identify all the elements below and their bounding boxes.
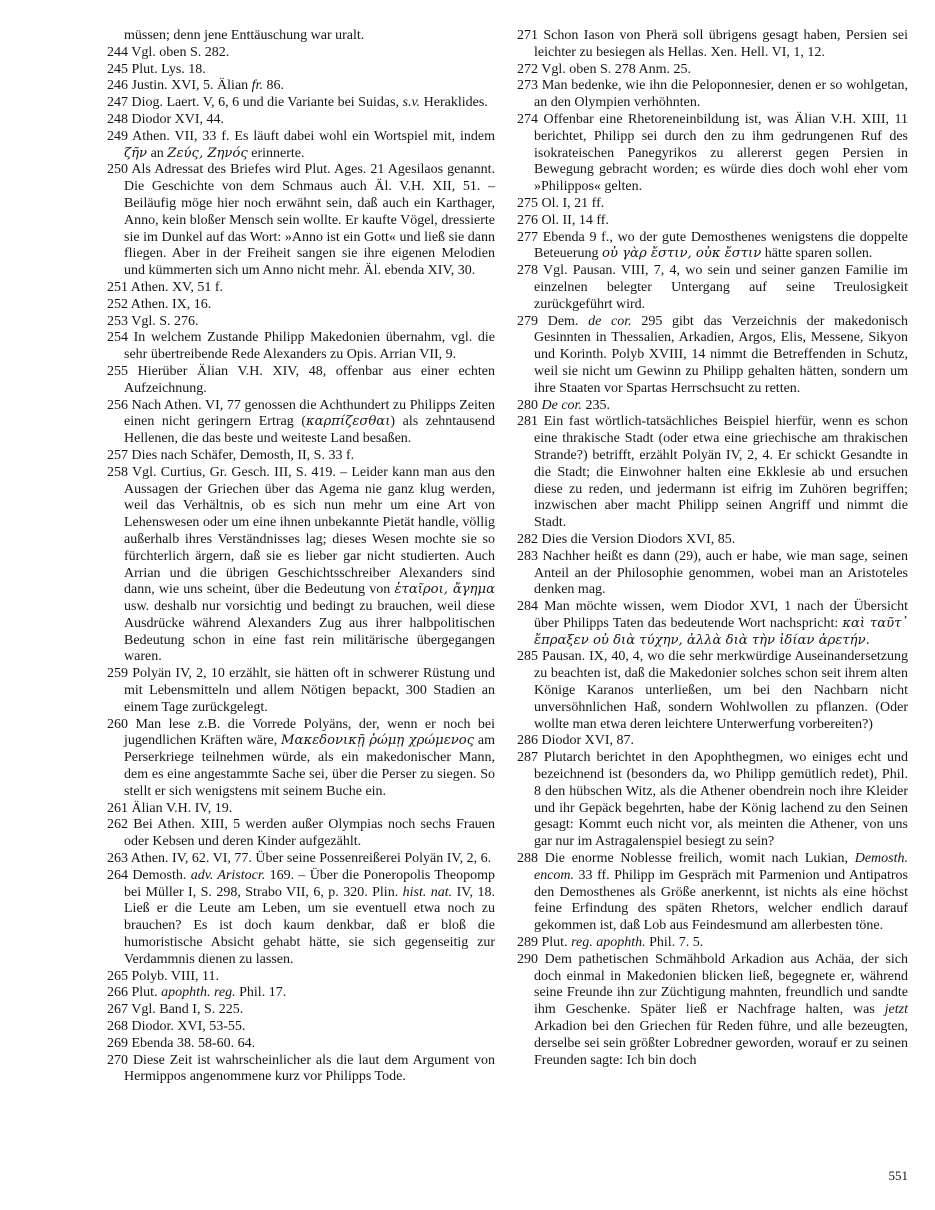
footnote-italic-text: hist. nat.	[402, 884, 453, 900]
footnote-text: Die enorme Noblesse freilich, womit nach Lukian,	[544, 851, 855, 867]
footnote-number: 249	[107, 128, 133, 144]
footnote-number: 259	[107, 666, 133, 682]
footnote-text: 33 ff. Philipp im Gespräch mit Parmenion und Antipatros den Demosthenes als Größe anerkennt, ist nichts als eine höchst feine Erfindung des späten Rhetors, welcher endlich darauf gekommen ist, daß Lob aus Feindesmund am allerbesten töne.	[534, 867, 908, 934]
footnote-text: Schon Iason von Pherä soll übrigens gesagt haben, Persien sei leichter zu besiegen als Hellas. Xen. Hell. VI, 1, 12.	[534, 28, 908, 60]
footnote	[107, 1053, 495, 1087]
footnote-text: Vgl. Curtius, Gr. Gesch. III, S. 419. – Leider kann man aus den Aussagen der Griechen über das Agema nie ganz klug werden, weil das Verhältnis, ob es sich nun mehr um eine Art von Lehenswesen oder um eine ihnen unbekannte Pietät handle, völlig außerhalb ihres Verständnisses lag; dieses Wesen mochte sie so fürchterlich ärgern, daß sie es lieber gar nicht studierten. Auch Arrian und die übrigen Geschichtsschreiber Alexanders sind dann, wie uns scheint, über die Bedeutung von	[124, 464, 495, 598]
footnote-text: Dem pathetischen Schmähbold Arkadion aus Achäa, der sich doch einmal in Makedonien blicken ließ, begegnete er, während seine Freunde ihn zur Züchtigung mahnten, freundlich und sandte ihm Geschenke. Später ließ er Nachfrage halten, was	[534, 951, 909, 1018]
footnote-text: 235.	[581, 397, 610, 413]
footnote	[107, 297, 495, 314]
footnote-number: 266	[107, 985, 132, 1001]
footnote	[517, 549, 908, 599]
footnote	[517, 599, 908, 649]
footnote-number: 247	[107, 95, 132, 111]
footnote-italic-text: jetzt	[884, 1002, 908, 1018]
footnote-text: Plutarch berichtet in den Apophthegmen, wo einiges echt und bezeichnend ist (besonders da, wo Philipp gemütlich redet), Phil. 8 den hübschen Witz, als die Athener obendrein noch ihre Kleider und ihr Gepäck begehrten, habe der König lachend zu den Seinen gesagt: Kommt euch nicht vor, als meinten die Athener, von uns gar nur im Astragalenspiel besiegt zu sein?	[534, 750, 909, 850]
footnote-text: Diese Zeit ist wahrscheinlicher als die laut dem Argument von Hermippos angenommene kurz vor Philipps Tode.	[124, 1052, 496, 1085]
footnote	[107, 78, 495, 95]
footnote-text: usw. deshalb nur vorsichtig und bedingt zu brauchen, weil diese Ausdrücke während Alexanders Zug aus ihrer halbpolitischen Bedeutung schon in eine fast rein militärische übergegangen waren.	[124, 599, 495, 665]
footnote-text: Athen. IX, 16.	[130, 296, 212, 312]
page-number: 551	[888, 1168, 908, 1183]
footnote-greek-text: καὶ ταῦτ᾽ ἔπραξεν οὐ διὰ τύχην, ἀλλὰ διὰ τὴν ἰδίαν ἀρετήν.	[534, 615, 909, 648]
footnote	[107, 817, 495, 851]
footnote-number: 275	[517, 195, 542, 211]
footnote-number: 248	[107, 111, 132, 127]
footnote	[107, 1036, 495, 1053]
footnotes-column-right	[517, 28, 908, 1069]
footnote-text: Justin. XVI, 5. Älian	[131, 78, 252, 94]
footnote-text: Vgl. S. 276.	[131, 313, 199, 329]
footnote-italic-text: de cor.	[588, 313, 632, 329]
footnote-number: 258	[107, 464, 132, 480]
footnote-text: Athen. IV, 62. VI, 77. Über seine Possenreißerei Polyän IV, 2, 6.	[130, 851, 492, 867]
footnote-text: Offenbar eine Rhetoreneinbildung ist, was Älian V.H. XIII, 11 berichtet, Philipp sei durch den zu ihm gedrungenen Ruf des isokrateischen Panegyrikos zu allererst gegen Persien in Bewegung gebracht worden; es würde dies doch wohl eher vom »Philippos« gelten.	[534, 111, 908, 195]
footnote-greek-text: Ζεύς, Ζηνός	[167, 145, 248, 161]
footnote-number: 261	[107, 800, 132, 816]
footnote-text: Dies nach Schäfer, Demosth, II, S. 33 f.	[131, 447, 355, 463]
footnote-number: 265	[107, 968, 132, 984]
footnote	[107, 398, 495, 448]
footnote-text: Vgl. Band I, S. 225.	[131, 1002, 244, 1018]
footnote-text: In welchem Zustande Philipp Makedonien übernahm, vgl. die sehr übertreibende Rede Alexanders zu Opis. Arrian VII, 9.	[124, 330, 496, 363]
footnote-text: Phil. 7. 5.	[645, 935, 704, 951]
footnote	[517, 733, 908, 750]
footnote	[517, 649, 908, 733]
footnote	[107, 969, 495, 986]
footnote	[517, 532, 908, 549]
footnotes-column-left	[107, 28, 495, 1086]
footnote-number: 260	[107, 716, 136, 732]
footnote	[517, 398, 908, 415]
footnote-number: 290	[517, 951, 545, 967]
footnote-number: 244	[107, 44, 132, 60]
footnote-number: 282	[517, 531, 542, 547]
footnote-number: 257	[107, 447, 132, 463]
footnote-greek-text: καρπίζεσθαι	[306, 414, 391, 430]
footnote-italic-text: adv. Aristocr.	[190, 867, 266, 883]
footnote	[107, 112, 495, 129]
footnote-italic-text: s.v.	[402, 95, 421, 111]
footnote-number: 278	[517, 263, 543, 279]
footnote-number: 276	[517, 212, 542, 228]
footnote-number: 270	[107, 1052, 133, 1068]
footnote-number: 267	[107, 1002, 132, 1018]
footnote	[107, 1002, 495, 1019]
footnote-text: Polyb. VIII, 11.	[131, 968, 219, 984]
footnote	[517, 112, 908, 196]
footnote	[107, 62, 495, 79]
footnote-number: 274	[517, 111, 544, 127]
footnote	[107, 314, 495, 331]
footnote	[517, 952, 908, 1070]
footnote-text: erinnerte.	[247, 145, 305, 161]
footnote-text: Nach Athen. VI, 77 genossen die Achthundert zu Philipps Zeiten einen nicht geringern Ertrag (	[124, 397, 496, 430]
footnote	[517, 414, 908, 532]
footnote-text: Man bedenke, wie ihn die Peloponnesier, denen er so wohlgetan, an den Olympien verhöhnten.	[534, 78, 909, 111]
footnote-text: Ebenda 38. 58-60. 64.	[131, 1035, 256, 1051]
footnote-number: 284	[517, 599, 545, 615]
footnote-number: 281	[517, 414, 544, 430]
footnote-text: müssen; denn jene Enttäuschung war uralt.	[124, 28, 365, 43]
footnote-number: 252	[107, 296, 131, 312]
footnote	[517, 196, 908, 213]
footnote	[107, 868, 495, 969]
footnote-number: 264	[107, 867, 133, 883]
footnote	[107, 448, 495, 465]
footnote	[517, 28, 908, 62]
footnote-text: IV, 18. Ließ er die Leute am Leben, um sie eventuell etwa noch zu brauchen? Es ist doch kaum denkbar, daß er bloß die humoristische Absicht gehabt hätte, sie sich gegenseitig zur Verdammnis dienen zu lassen.	[124, 884, 495, 967]
footnote-italic-text: reg. apophth.	[571, 935, 646, 951]
footnote-italic-text: De cor.	[541, 397, 582, 413]
footnote-text: Vgl. oben S. 282.	[131, 44, 230, 60]
footnote	[107, 45, 495, 62]
footnote-text: Vgl. Pausan. VIII, 7, 4, wo sein und seiner ganzen Familie im einzelnen belegter Untergang auf seine Treulosigkeit zurückgeführt wird.	[534, 263, 908, 312]
footnote-number: 263	[107, 851, 131, 867]
footnote	[107, 1019, 495, 1036]
footnote-italic-text: fr.	[251, 78, 263, 94]
footnote-greek-text: οὐ γὰρ ἔστιν, οὐκ ἔστιν	[602, 246, 762, 262]
footnote-text: Diodor. XVI, 53-55.	[131, 1019, 246, 1035]
footnote	[517, 935, 908, 952]
footnote	[107, 851, 495, 868]
footnote-text: Ein fast wörtlich-tatsächliches Beispiel hierfür, wenn es schon eine thrakische Stadt (oder etwa eine griechische am thrakischen Strande?) betrifft, erzählt Polyän IV, 2, 4. Er schickt Gesandte in die Stadt; die Einwohner halten eine Ekklesie ab und ersuchen diese zu reden, und jedermann ist eifrig im Zuhören begriffen; inzwischen aber macht Philipp seinen Angriff und nimmt die Stadt.	[534, 414, 909, 531]
footnote-text: Man lese z.B. die Vorrede Polyäns, der, wenn er noch bei jugendlichen Kräften wäre,	[124, 716, 496, 749]
footnote	[517, 750, 908, 851]
footnote-text: Arkadion bei den Griechen für Reden führe, und alle bezeugten, derselbe sei sein größter Lobredner geworden, worauf er zu seinen Freunden sagte: Ich bin doch	[534, 1019, 908, 1068]
footnote-text: Heraklides.	[420, 95, 488, 111]
footnote-text: 295 gibt das Verzeichnis der makedonisch Gesinnten in Thessalien, Arkadien, Argos, Elis, Messene, Sikyon und Korinth. Polyb XVIII, 14 nimmt die Betreffenden in Schutz, weil sie nicht um Gewinn zu Philipp gehalten hätten, sondern um ihre Staaten vor Spartas Herrschsucht zu retten.	[534, 313, 908, 396]
footnote-text: Älian V.H. IV, 19.	[131, 800, 233, 816]
footnote	[107, 465, 495, 667]
footnote	[107, 717, 495, 801]
footnote-text: Hierüber Älian V.H. XIV, 48, offenbar aus einer echten Aufzeichnung.	[124, 363, 496, 396]
footnote-text: Vgl. oben S. 278 Anm. 25.	[541, 61, 691, 77]
footnote-text: Dies die Version Diodors XVI, 85.	[541, 531, 736, 547]
footnote-number: 286	[517, 733, 542, 749]
footnote-text: Ol. II, 14 ff.	[541, 212, 609, 228]
footnote	[107, 801, 495, 818]
footnote-text: Dem.	[547, 313, 589, 329]
footnote-greek-text: ζῆν	[124, 145, 148, 161]
footnote-text: Plut.	[131, 985, 162, 1001]
footnote	[517, 62, 908, 79]
footnote-number: 283	[517, 548, 543, 564]
footnote-text: Bei Athen. XIII, 5 werden außer Olympias noch sechs Frauen oder Kebsen und deren Kinder aufgezählt.	[124, 817, 496, 850]
footnote-text: Athen. XV, 51 f.	[130, 279, 224, 295]
footnote-text: Polyän IV, 2, 10 erzählt, sie hätten oft in schwerer Rüstung und mit Lebensmitteln und allem Nötigen bepackt, 300 Stadien an einem Tage zurückgelegt.	[124, 666, 495, 715]
footnote	[107, 28, 495, 45]
footnote-number: 277	[517, 229, 543, 245]
footnote-text: Plut.	[541, 935, 572, 951]
footnote-number: 268	[107, 1019, 132, 1035]
footnote-number: 251	[107, 279, 131, 295]
footnote-number: 269	[107, 1035, 132, 1051]
footnote-number: 285	[517, 649, 542, 665]
footnote	[107, 364, 495, 398]
footnote-number: 280	[517, 397, 542, 413]
footnote-text: an	[147, 145, 168, 161]
footnote-text: Athen. VII, 33 f. Es läuft dabei wohl ein Wortspiel mit, indem	[132, 128, 495, 144]
footnote-text: Als Adressat des Briefes wird Plut. Ages. 21 Agesilaos genannt. Die Geschichte von dem Schmaus auch Äl. V.H. XII, 51. – Beiläufig möge hier noch erwähnt sein, daß auch ein Karthager, Anno, kein bloßer Mensch sein wollte. Er kaufte Vögel, dressierte sie im Dunkel auf das Wort: »Anno ist ein Gott« und ließ sie dann fliegen. Aber in der Freiheit sangen sie ihre eigenen Melodien und kümmerten sich um Anno nicht mehr. Äl. ebenda XIV, 30.	[124, 162, 495, 279]
footnote	[517, 851, 908, 935]
footnote-text: Nachher heißt es dann (29), auch er habe, wie man sage, seinen Anteil an der Philosophie genommen, wobei man an Aristoteles denken mag.	[534, 548, 908, 598]
footnote	[107, 162, 495, 280]
footnote-text: am Perserkriege teilnehmen würde, als ein makedonischer Mann, dem es eine angestammte Sache sei, über die Perser zu siegen. So stellt er sich wenigstens mit seinem Buche ein.	[124, 733, 495, 799]
footnote-text: Man möchte wissen, wem Diodor XVI, 1 nach der Übersicht über Philipps Taten das bedeutende Wort nachspricht:	[534, 599, 908, 631]
footnote-number: 288	[517, 851, 545, 867]
footnote-text: Pausan. IX, 40, 4, wo die sehr merkwürdige Auseinandersetzung zu beachten ist, daß die Makedonier solches schon seit ihrem alten Könige Karanos unterließen, um bei den Nachbarn nicht unversöhnlichen Haß, sondern Wohlwollen zu pflanzen. (Oder wollte man etwa deren leichtere Unterwerfung vorbereiten?)	[534, 649, 909, 732]
footnote-number: 271	[517, 28, 544, 43]
footnote-italic-text: Demosth. encom.	[534, 851, 908, 883]
footnote-number: 279	[517, 313, 548, 329]
footnote-number: 262	[107, 817, 134, 833]
footnote	[517, 213, 908, 230]
footnote-text: 169. – Über die Poneropolis Theopomp bei Müller I, S. 298, Strabo VII, 6, p. 320. Plin.	[124, 867, 496, 900]
footnote-number: 253	[107, 313, 132, 329]
footnote-text: Ol. I, 21 ff.	[541, 195, 605, 211]
footnote-text: Diodor XVI, 87.	[541, 733, 635, 749]
footnote	[107, 330, 495, 364]
footnote	[517, 230, 908, 264]
footnote-text: Diodor XVI, 44.	[131, 111, 225, 127]
footnote-text: Ebenda 9 f., wo der gute Demosthenes wenigstens die doppelte Beteuerung	[534, 229, 908, 262]
footnote	[517, 314, 908, 398]
footnote-greek-text: ἑταῖροι, ἄγημα	[394, 582, 496, 598]
footnote-text: 86.	[262, 78, 284, 94]
footnote	[517, 263, 908, 313]
footnote-text: Diog. Laert. V, 6, 6 und die Variante bei Suidas,	[131, 95, 403, 111]
footnote	[107, 985, 495, 1002]
footnote-text: Demosth.	[132, 867, 191, 883]
footnote-greek-text: Μακεδονικῇ ῥώμῃ χρώμενος	[281, 733, 475, 749]
footnote	[517, 78, 908, 112]
footnote	[107, 280, 495, 297]
footnote-number: 250	[107, 162, 132, 178]
footnote-text: Plut. Lys. 18.	[131, 61, 206, 77]
footnote-number: 256	[107, 397, 132, 413]
footnote	[107, 129, 495, 163]
footnote-number: 272	[517, 61, 542, 77]
footnote-text: hätte sparen sollen.	[761, 246, 873, 262]
footnote-number: 287	[517, 750, 544, 766]
footnote-number: 273	[517, 78, 542, 94]
footnote-number: 254	[107, 330, 134, 346]
footnote-italic-text: apophth. reg.	[161, 985, 236, 1001]
footnote-text: Phil. 17.	[235, 985, 287, 1001]
footnote	[107, 95, 495, 112]
footnote-number: 245	[107, 61, 132, 77]
footnote-number: 289	[517, 935, 542, 951]
footnote	[107, 666, 495, 716]
footnote-text: ) als zehntausend Hellenen, die das beste und weiteste Land besaßen.	[124, 414, 495, 447]
footnote-number: 246	[107, 78, 132, 94]
footnote-number: 255	[107, 363, 138, 379]
